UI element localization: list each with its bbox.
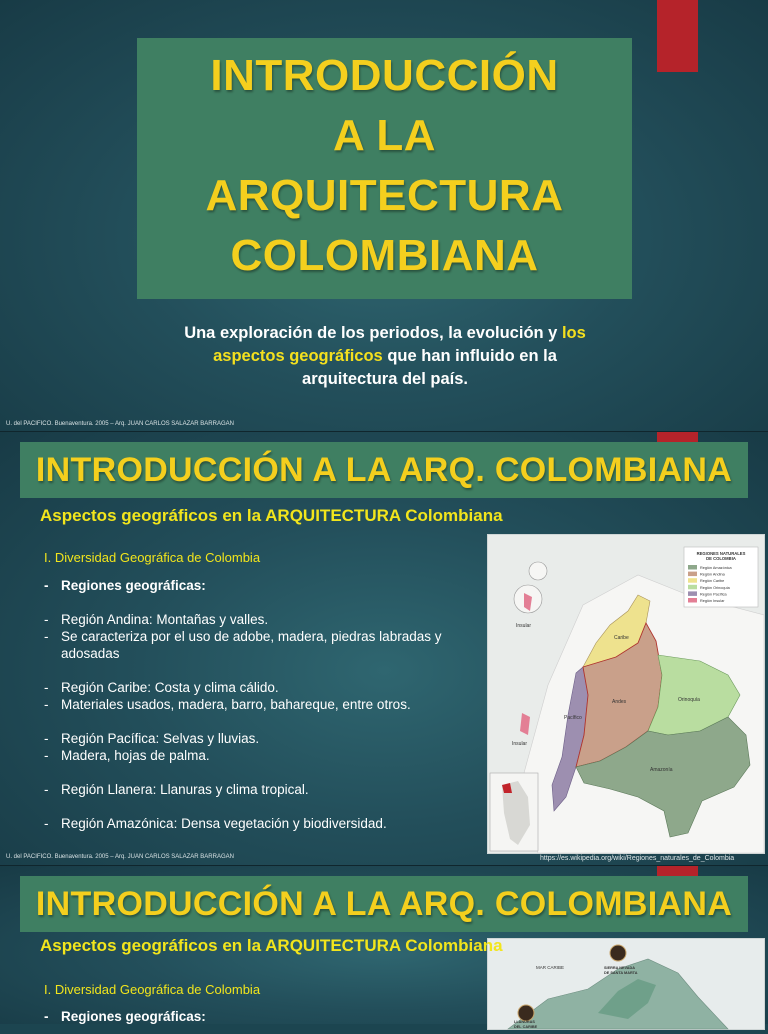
- relief-photo-2: [518, 1005, 534, 1021]
- map-legend-title-1: REGIONES NATURALES: [696, 551, 746, 556]
- relief-label-llanuras-1: LLANURAS: [514, 1020, 535, 1024]
- subtitle-part-2: que han influido en la: [382, 347, 557, 365]
- list-item: [44, 815, 474, 832]
- red-tab-decoration: [657, 0, 698, 72]
- list-item: [44, 628, 474, 662]
- regions-map: [487, 534, 765, 854]
- slide-3: [0, 866, 768, 1029]
- subtitle-part-1: Una exploración de los periodos, la evolución y: [184, 324, 562, 342]
- title-line-3: ARQUITECTURA: [205, 171, 564, 220]
- map-label-insular-top: Insular: [516, 623, 532, 629]
- red-tab-decoration: [657, 866, 698, 876]
- relief-label-llanuras-2: DEL CARIBE: [514, 1025, 538, 1029]
- slide-2-heading: Aspectos geográficos en la ARQUITECTURA Colombiana: [40, 506, 503, 525]
- relief-label-sierra-2: DE SANTA MARTA: [604, 971, 638, 975]
- slide-2-title-bar: [20, 442, 748, 498]
- slide-2-credit: U. del PACIFICO. Buenaventura. 2005 – Arq. JUAN CARLOS SALAZAR BARRAGAN: [6, 854, 234, 860]
- list-item: [44, 696, 474, 713]
- slide-2-title: INTRODUCCIÓN A LA ARQ. COLOMBIANA: [35, 450, 733, 489]
- slide-3-list: [44, 1008, 474, 1025]
- slide-3-list-item-text: Regiones geográficas:: [61, 1009, 206, 1024]
- subtitle-highlight-2: aspectos geográficos: [213, 347, 383, 365]
- list-item-text: Se caracteriza por el uso de adobe, madera, piedras labradas y adosadas: [61, 629, 442, 661]
- map-legend-title-2: DE COLOMBIA: [706, 556, 736, 561]
- list-dash: -: [44, 578, 49, 593]
- list-item: [44, 781, 474, 798]
- map-label-orinoquia: Orinoquía: [678, 697, 700, 703]
- slide-3-heading: [40, 936, 503, 956]
- map-label-insular-left: Insular: [512, 741, 528, 747]
- slide-3-heading-main: Aspectos geográficos en la ARQUITECTURA: [40, 936, 401, 955]
- list-item-text: Madera, hojas de palma.: [61, 748, 210, 763]
- slide-3-title-bar: [20, 876, 748, 932]
- map-label-caribe: Caribe: [614, 635, 629, 641]
- list-dash: -: [44, 697, 49, 712]
- list-dash: -: [44, 782, 49, 797]
- list-spacer: [44, 798, 474, 815]
- slide-2: [0, 432, 768, 866]
- list-spacer: [44, 713, 474, 730]
- map-legend-swatch: [688, 598, 697, 603]
- list-item: [44, 730, 474, 747]
- list-item: [44, 577, 474, 594]
- slide-3-heading-end: Colombiana: [400, 936, 503, 955]
- relief-photo-1: [610, 945, 626, 961]
- list-item-text: Región Caribe: Costa y clima cálido.: [61, 680, 279, 695]
- list-item-text: Región Amazónica: Densa vegetación y biodiversidad.: [61, 816, 387, 831]
- list-dash: -: [44, 680, 49, 695]
- map-legend-label: Región Orinoquía: [700, 585, 730, 590]
- list-dash: -: [44, 748, 49, 763]
- list-dash: -: [44, 612, 49, 627]
- relief-label-sierra-1: SIERRA NEVADA: [604, 966, 636, 970]
- map-legend-swatch: [688, 572, 697, 577]
- map-legend-label: Región Insular: [700, 599, 725, 603]
- list-spacer: [44, 662, 474, 679]
- slide-2-section: I. Diversidad Geográfica de Colombia: [44, 550, 261, 565]
- list-spacer: [44, 594, 474, 611]
- list-item: [44, 679, 474, 696]
- map-legend-label: Región Pacífica: [700, 592, 727, 597]
- title-line-2: A LA: [332, 111, 437, 160]
- map-source-link[interactable]: https://es.wikipedia.org/wiki/Regiones_naturales_de_Colombia: [540, 855, 735, 862]
- map-legend-label: Región Caribe: [700, 579, 725, 584]
- list-spacer: [44, 764, 474, 781]
- title-line-1: INTRODUCCIÓN: [210, 51, 559, 100]
- title-line-4: COLOMBIANA: [230, 231, 539, 280]
- title-box: [137, 38, 632, 299]
- list-item-text: Regiones geográficas:: [61, 578, 206, 593]
- map-legend-swatch: [688, 585, 697, 590]
- relief-map-svg: [488, 939, 764, 1029]
- regions-list: [44, 577, 474, 832]
- map-legend-swatch: [688, 565, 697, 570]
- map-legend-label: Región Amazónica: [700, 566, 732, 570]
- map-label-andes: Andes: [612, 699, 627, 705]
- subtitle: [150, 322, 620, 391]
- list-item-text: Región Andina: Montañas y valles.: [61, 612, 269, 627]
- list-item-text: Materiales usados, madera, barro, bahareque, entre otros.: [61, 697, 411, 712]
- relief-map: [487, 938, 765, 1030]
- list-item: [44, 747, 474, 764]
- slide-3-title: INTRODUCCIÓN A LA ARQ. COLOMBIANA: [35, 884, 733, 923]
- red-tab-decoration: [657, 432, 698, 442]
- slide-3-list-item: - Regiones geográficas:: [44, 1009, 206, 1024]
- map-inset-circle-2: [529, 562, 547, 580]
- list-item-text: Región Pacífica: Selvas y lluvias.: [61, 731, 260, 746]
- subtitle-part-3: arquitectura del país.: [302, 370, 468, 388]
- map-legend-swatch: [688, 591, 697, 596]
- list-dash: -: [44, 816, 49, 831]
- slide-3-section: I. Diversidad Geográfica de Colombia: [44, 982, 261, 997]
- list-item-text: Región Llanera: Llanuras y clima tropical.: [61, 782, 309, 797]
- regions-map-svg: [488, 535, 764, 853]
- list-item: [44, 611, 474, 628]
- slide-1: [0, 0, 768, 432]
- map-legend-swatch: [688, 578, 697, 583]
- map-legend-label: Región Andina: [700, 572, 725, 577]
- list-dash: -: [44, 731, 49, 746]
- subtitle-highlight-1: los: [561, 324, 586, 342]
- map-legend: [684, 547, 758, 607]
- slide-1-credit: U. del PACIFICO. Buenaventura. 2005 – Arq. JUAN CARLOS SALAZAR BARRAGAN: [6, 421, 234, 427]
- map-label-pacifico: Pacífico: [564, 715, 582, 721]
- map-label-amazonia: Amazonía: [650, 767, 673, 773]
- main-title: [137, 38, 632, 286]
- relief-label-sea: MAR CARIBE: [536, 965, 565, 970]
- list-dash: -: [44, 629, 49, 644]
